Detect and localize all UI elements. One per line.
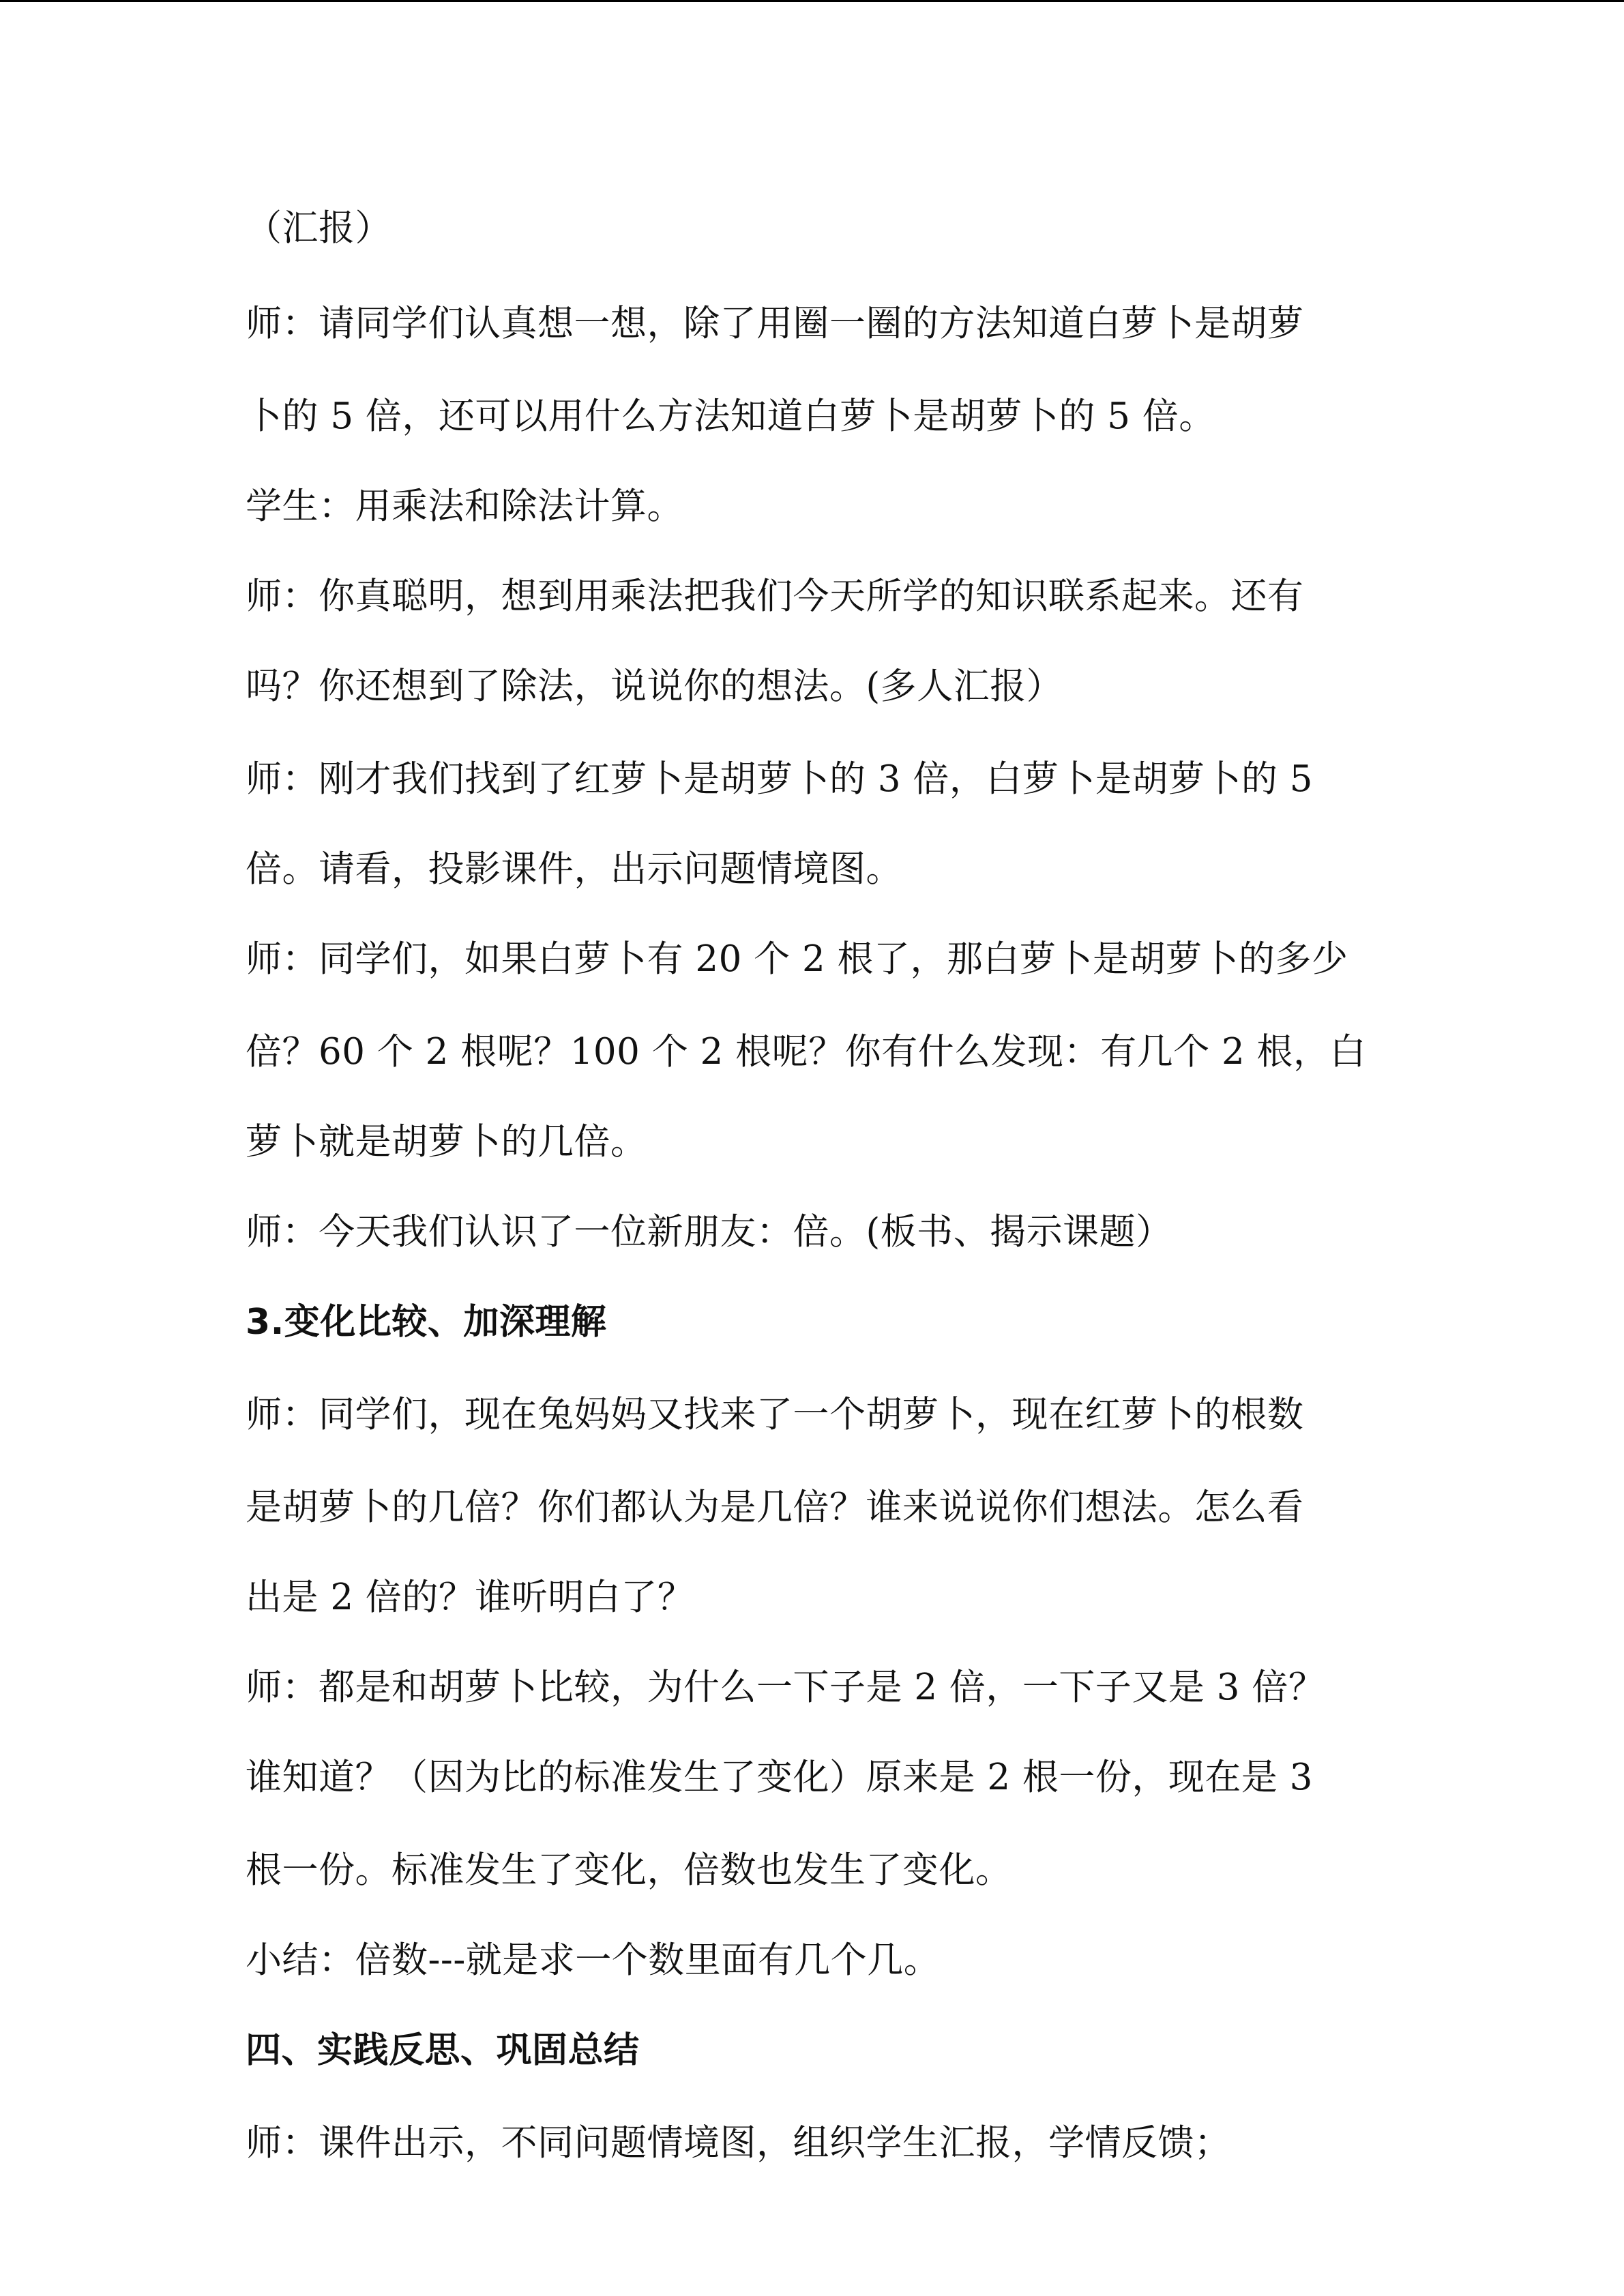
text-line: 谁知道？（因为比的标准发生了变化）原来是 2 根一份，现在是 3 [246, 1757, 1313, 1798]
text-line: 师：课件出示，不同问题情境图，组织学生汇报，学情反馈； [246, 2122, 1231, 2164]
text-line: 倍。请看，投影课件，出示问题情境图。 [246, 848, 902, 890]
page-top-border [0, 0, 1624, 2]
text-line: 小结：倍数---就是求一个数里面有几个几。 [246, 1939, 941, 1981]
text-line: 根一份。标准发生了变化，倍数也发生了变化。 [246, 1849, 1012, 1891]
text-line: 倍？60 个 2 根呢？100 个 2 根呢？你有什么发现：有几个 2 根，白 [246, 1031, 1367, 1073]
text-line: 出是 2 倍的？谁听明白了？ [246, 1577, 694, 1618]
text-line: 师：你真聪明，想到用乘法把我们今天所学的知识联系起来。还有 [246, 576, 1304, 617]
text-line: 师：请同学们认真想一想，除了用圈一圈的方法知道白萝卜是胡萝 [246, 303, 1304, 344]
text-line: 卜的 5 倍，还可以用什么方法知道白萝卜是胡萝卜的 5 倍。 [246, 396, 1215, 437]
text-line: 师：同学们，如果白萝卜有 20 个 2 根了，那白萝卜是胡萝卜的多少 [246, 938, 1348, 980]
text-line: 是胡萝卜的几倍？你们都认为是几倍？谁来说说你们想法。怎么看 [246, 1487, 1304, 1528]
text-line: 师：今天我们认识了一位新朋友：倍。(板书、揭示课题） [246, 1211, 1172, 1253]
text-line: 师：刚才我们找到了红萝卜是胡萝卜的 3 倍，白萝卜是胡萝卜的 5 [246, 758, 1313, 800]
text-line: 师：都是和胡萝卜比较，为什么一下子是 2 倍，一下子又是 3 倍？ [246, 1667, 1325, 1708]
section-heading: 3.变化比较、加深理解 [246, 1302, 607, 1343]
section-heading: 四、实践反思、巩固总结 [246, 2030, 640, 2071]
text-line: 吗？你还想到了除法，说说你的想法。(多人汇报） [246, 666, 1063, 707]
text-line: （汇报） [246, 207, 392, 249]
text-line: 师：同学们，现在兔妈妈又找来了一个胡萝卜，现在红萝卜的根数 [246, 1394, 1304, 1435]
text-line: 萝卜就是胡萝卜的几倍。 [246, 1121, 647, 1163]
text-line: 学生：用乘法和除法计算。 [246, 486, 683, 527]
